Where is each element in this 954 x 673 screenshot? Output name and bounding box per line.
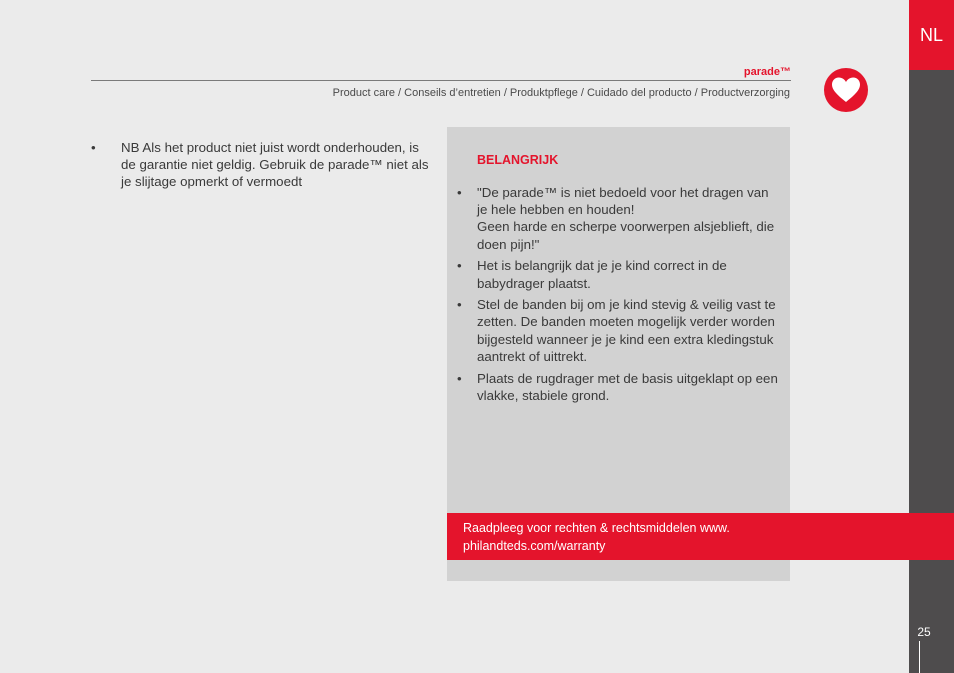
language-label: NL bbox=[919, 24, 943, 45]
page-marker-line bbox=[919, 641, 920, 673]
warranty-text: Raadpleeg voor rechten & rechtsmiddelen www. philandteds.com/warranty bbox=[463, 521, 730, 553]
header-divider bbox=[91, 80, 791, 81]
list-item-text: Plaats de rugdrager met de basis uitgeklapt op een vlakke, stabiele grond. bbox=[477, 370, 778, 403]
list-item bbox=[457, 184, 779, 253]
important-list bbox=[457, 184, 779, 408]
care-notes-list bbox=[91, 139, 436, 190]
language-tab bbox=[909, 0, 954, 70]
important-title: BELANGRIJK bbox=[477, 153, 559, 167]
list-item-text: Stel de banden bij om je kind stevig & veilig vast te zetten. De banden moeten mogelijk verder worden bijgesteld wanneer je je kind een extra kledingstuk aantrekt of uittrekt. bbox=[477, 297, 776, 364]
bullet-icon: • bbox=[457, 370, 462, 386]
heart-icon bbox=[824, 68, 868, 112]
list-item-text: Het is belangrijk dat je je kind correct in de babydrager plaatst. bbox=[477, 258, 727, 291]
side-bar bbox=[909, 0, 954, 673]
list-item bbox=[457, 296, 779, 365]
product-name: parade™ bbox=[743, 66, 791, 78]
bullet-icon: • bbox=[91, 140, 96, 155]
list-item bbox=[457, 257, 779, 291]
page-number: 25 bbox=[917, 625, 931, 639]
list-item-text: "De parade™ is niet bedoeld voor het dragen van je hele hebben en houden! bbox=[477, 185, 769, 218]
header-subtitle: Product care / Conseils d’entretien / Produktpflege / Cuidado del producto / Productverzorging bbox=[332, 87, 790, 99]
bullet-icon: • bbox=[457, 258, 462, 274]
list-item-text: NB Als het product niet juist wordt onderhouden, is de garantie niet geldig. Gebruik de parade™ niet als je slijtage opmerkt of vermoedt bbox=[121, 140, 429, 189]
bullet-icon: • bbox=[457, 185, 462, 200]
list-item-text-continued: Geen harde en scherpe voorwerpen alsjeblieft, die doen pijn!" bbox=[477, 219, 775, 252]
list-item bbox=[457, 370, 779, 404]
list-item bbox=[91, 139, 436, 190]
bullet-icon: • bbox=[457, 297, 462, 313]
